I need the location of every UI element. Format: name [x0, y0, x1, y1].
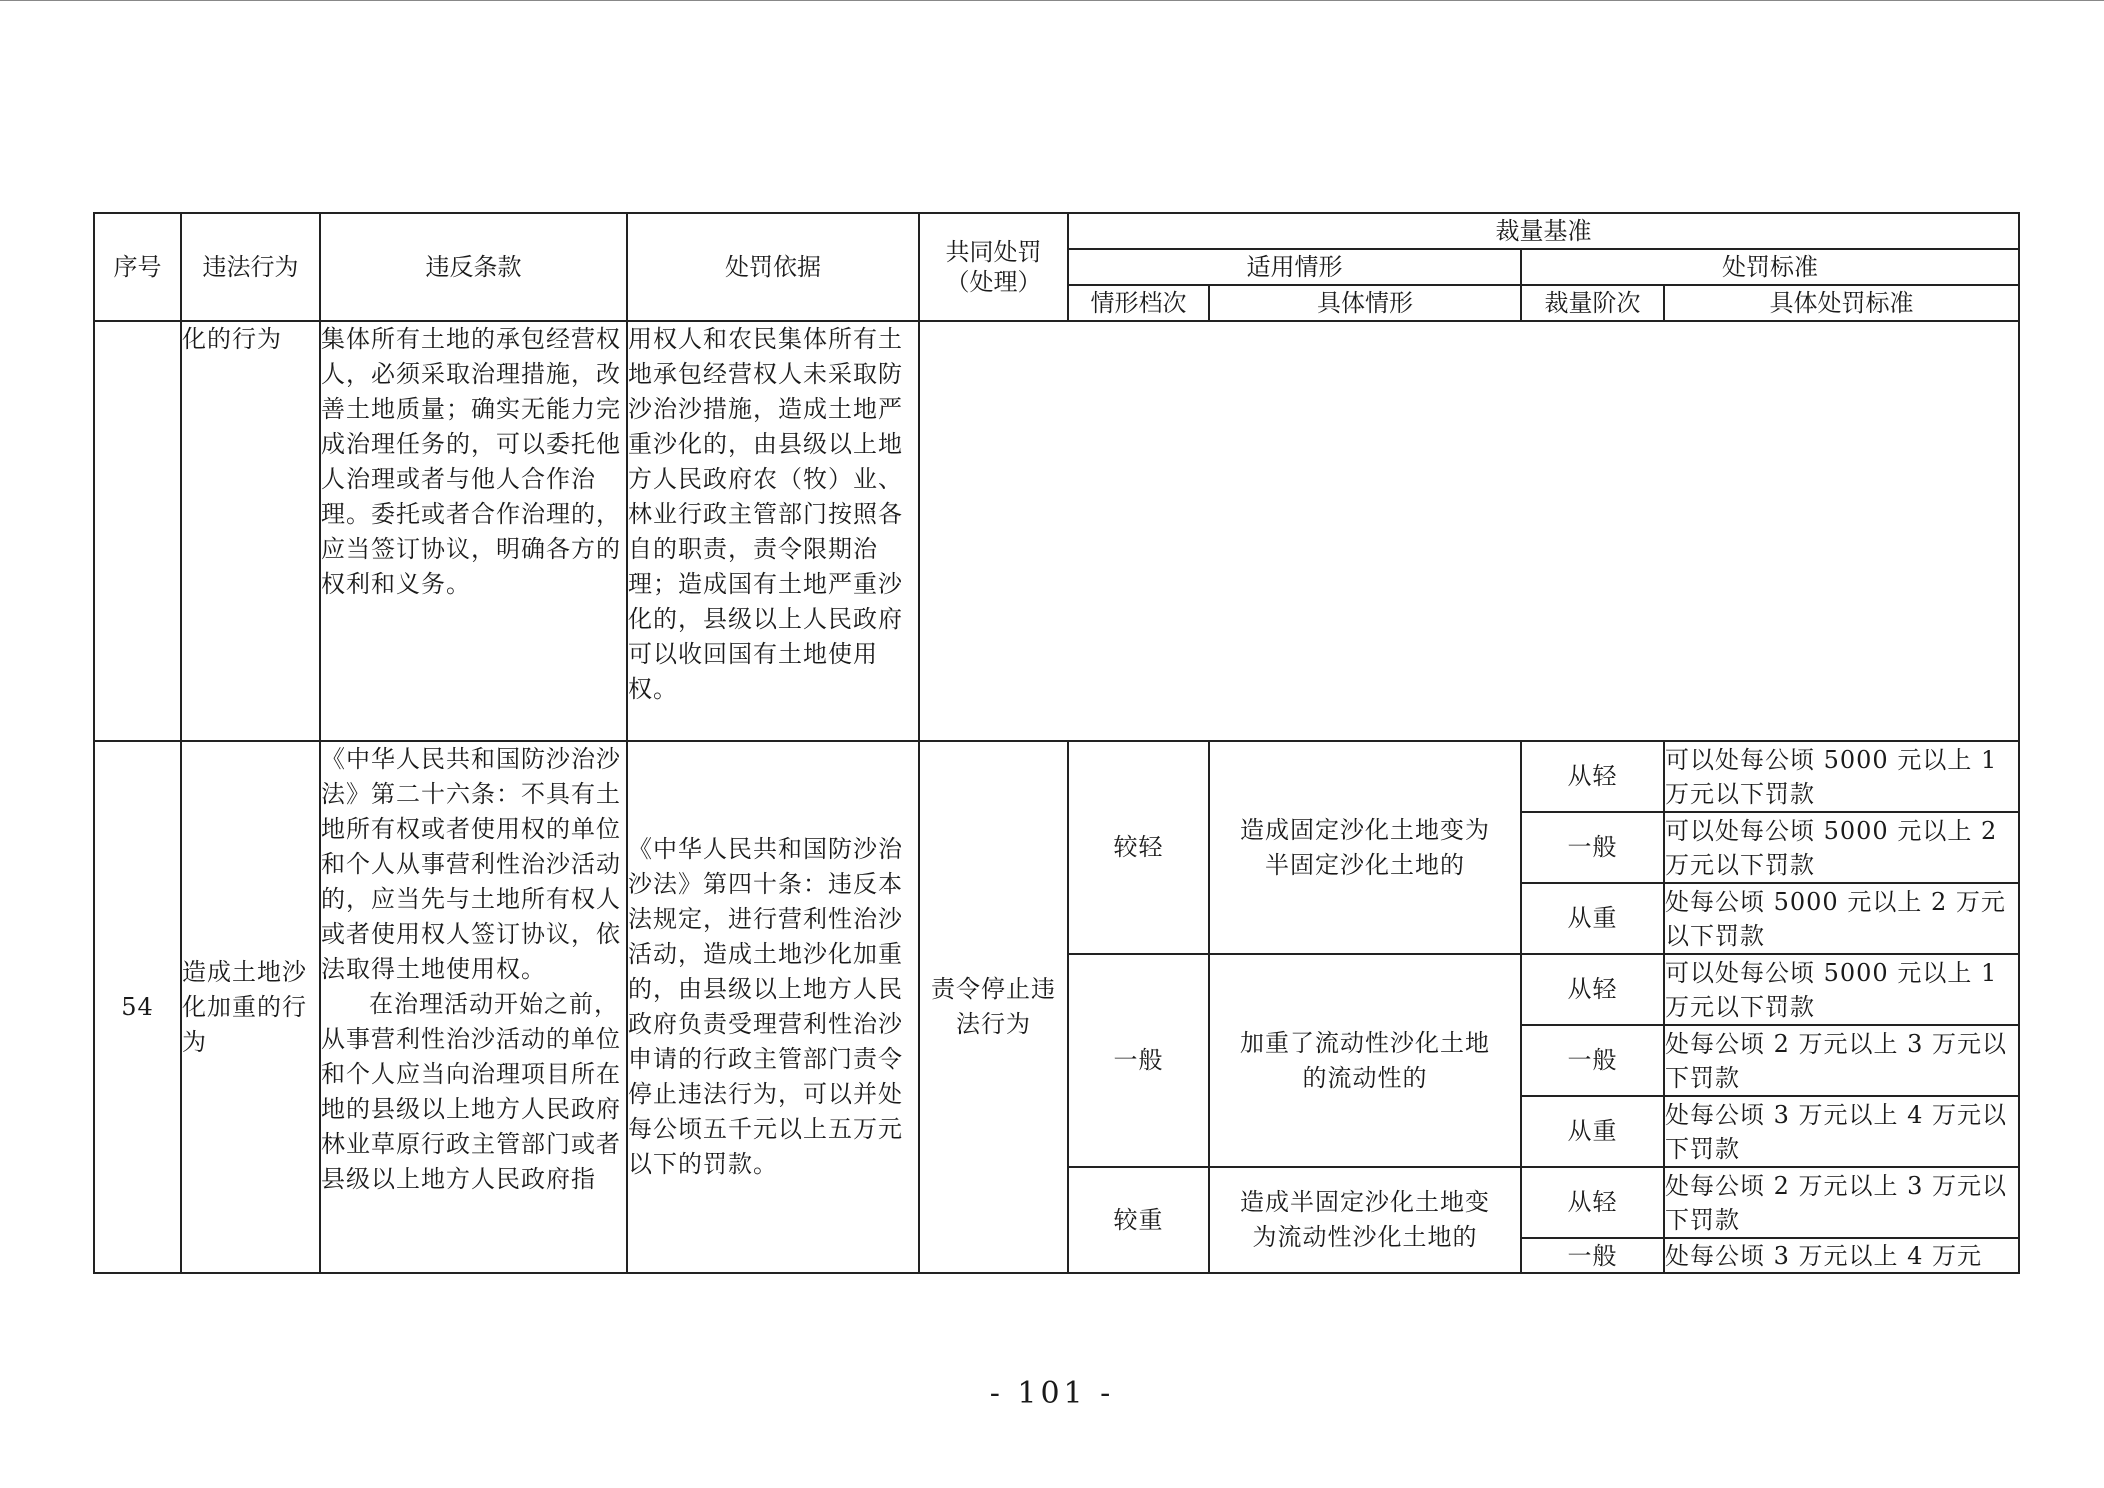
level-2-tier-3: 从重: [1521, 1096, 1664, 1167]
continued-empty: [919, 321, 2019, 741]
level-1-tier-3: 从重: [1521, 883, 1664, 954]
level-3-tier-1: 从轻: [1521, 1167, 1664, 1238]
header-clause: 违反条款: [320, 213, 627, 321]
header-tier: 裁量阶次: [1521, 285, 1664, 321]
header-discretion: 裁量基准: [1068, 213, 2019, 249]
header-basis: 处罚依据: [627, 213, 919, 321]
header-situation: 具体情形: [1209, 285, 1521, 321]
level-2-situation: 加重了流动性沙化土地的流动性的: [1209, 954, 1521, 1167]
row54-clause-paragraph-1: 《中华人民共和国防沙治沙法》第二十六条：不具有土地所有权或者使用权的单位和个人从事营利性治沙活动的，应当先与土地所有权人或者使用权人签订协议，依法取得土地使用权。: [321, 745, 621, 983]
level-2-std-2: 处每公顷 2 万元以上 3 万元以下罚款: [1664, 1025, 2019, 1096]
continued-seq: [94, 321, 181, 741]
header-common-penalty-sub: （处理）: [945, 268, 1042, 296]
level-2-tier-2: 一般: [1521, 1025, 1664, 1096]
continued-clause: 集体所有土地的承包经营权人，必须采取治理措施，改善土地质量；确实无能力完成治理任务的，可以委托他人治理或者与他人合作治理。委托或者合作治理的，应当签订协议，明确各方的权利和义务。: [320, 321, 627, 741]
header-violation: 违法行为: [181, 213, 320, 321]
row54-seq: 54: [94, 741, 181, 1273]
level-1-std-1: 可以处每公顷 5000 元以上 1 万元以下罚款: [1664, 741, 2019, 812]
row54-basis: 《中华人民共和国防沙治沙法》第四十条：违反本法规定，进行营利性治沙活动，造成土地沙化加重的，由县级以上地方人民政府负责受理营利性治沙申请的行政主管部门责令停止违法行为，可以并处每公顷五千元以上五万元以下的罚款。: [627, 741, 919, 1273]
table-row-continued: [94, 321, 2019, 741]
row54-violation: 造成土地沙化加重的行为: [181, 741, 320, 1273]
header-penalty-std: 处罚标准: [1521, 249, 2019, 285]
level-1-std-2: 可以处每公顷 5000 元以上 2 万元以下罚款: [1664, 812, 2019, 883]
level-2-tier-1: 从轻: [1521, 954, 1664, 1025]
table-row: [94, 741, 2019, 812]
level-1-std-3: 处每公顷 5000 元以上 2 万元以下罚款: [1664, 883, 2019, 954]
row54-common-penalty: 责令停止违法行为: [919, 741, 1068, 1273]
header-level: 情形档次: [1068, 285, 1209, 321]
level-3-tier-2: 一般: [1521, 1238, 1664, 1273]
level-3-std-1: 处每公顷 2 万元以上 3 万元以下罚款: [1664, 1167, 2019, 1238]
level-3-situation: 造成半固定沙化土地变为流动性沙化土地的: [1209, 1167, 1521, 1273]
header-seq: 序号: [94, 213, 181, 321]
level-3-std-2: 处每公顷 3 万元以上 4 万元: [1664, 1238, 2019, 1273]
penalty-discretion-table: [93, 212, 2020, 1274]
header-applicable: 适用情形: [1068, 249, 1521, 285]
row54-clause: [320, 741, 627, 1273]
continued-basis: 用权人和农民集体所有土地承包经营权人未采取防沙治沙措施，造成土地严重沙化的，由县级以上地方人民政府农（牧）业、林业行政主管部门按照各自的职责，责令限期治理；造成国有土地严重沙化的，县级以上人民政府可以收回国有土地使用权。: [627, 321, 919, 741]
level-2-std-3: 处每公顷 3 万元以上 4 万元以下罚款: [1664, 1096, 2019, 1167]
level-2-std-1: 可以处每公顷 5000 元以上 1 万元以下罚款: [1664, 954, 2019, 1025]
header-common-penalty-main: 共同处罚: [945, 238, 1042, 266]
level-1-name: 较轻: [1068, 741, 1209, 954]
page-top-border: [0, 0, 2104, 1]
level-1-tier-2: 一般: [1521, 812, 1664, 883]
level-2-name: 一般: [1068, 954, 1209, 1167]
continued-violation: 化的行为: [181, 321, 320, 741]
row54-clause-paragraph-2: 在治理活动开始之前，从事营利性治沙活动的单位和个人应当向治理项目所在地的县级以上地方人民政府林业草原行政主管部门或者县级以上地方人民政府指: [321, 990, 621, 1193]
level-1-tier-1: 从轻: [1521, 741, 1664, 812]
level-1-situation: 造成固定沙化土地变为半固定沙化土地的: [1209, 741, 1521, 954]
level-3-name: 较重: [1068, 1167, 1209, 1273]
header-common-penalty: [919, 213, 1068, 321]
header-specific-std: 具体处罚标准: [1664, 285, 2019, 321]
page-number: - 101 -: [989, 1376, 1115, 1411]
